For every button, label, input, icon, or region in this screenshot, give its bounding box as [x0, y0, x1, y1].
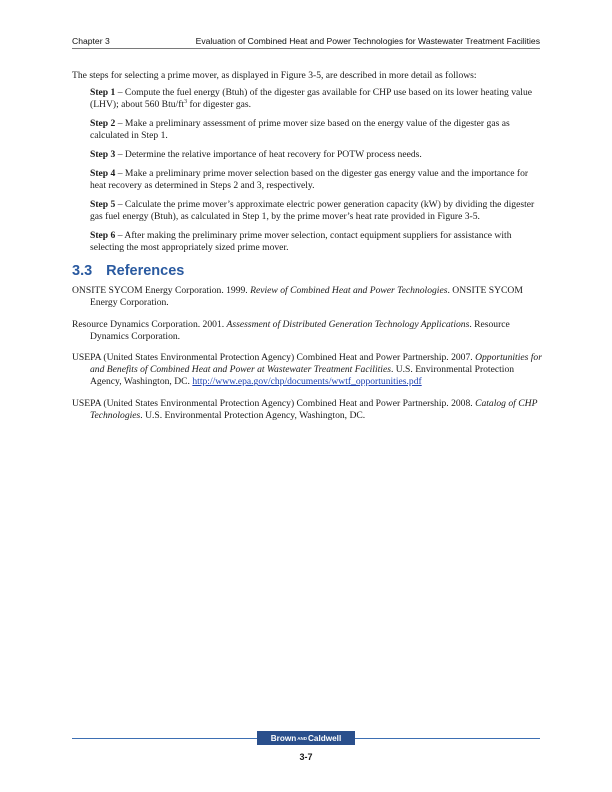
step-4 — [90, 168, 544, 192]
step-text: – Calculate the prime mover’s approximate electric power generation capacity (kW) by dividing the digester gas fuel energy (Btuh), as calculated in Step 1, by the prime mover’s heat rate provided in Figure 3-5. — [90, 198, 535, 222]
step-text-end: for digester gas. — [187, 99, 252, 111]
step-label: Step 5 — [90, 198, 116, 210]
step-text: – After making the preliminary prime mover selection, contact equipment suppliers for assistance with selecting the most appropriately sized prime mover. — [90, 229, 512, 253]
ref-title: Catalog of CHP Technologies — [90, 397, 538, 421]
ref-title: Opportunities for and Benefits of Combined Heat and Power at Wastewater Treatment Facilities — [90, 351, 542, 376]
brown-and-caldwell-logo — [257, 731, 355, 745]
step-3 — [90, 149, 544, 161]
section-number: 3.3 — [72, 262, 93, 279]
superscript: 3 — [184, 99, 188, 106]
reference-item — [72, 285, 544, 309]
ref-text: USEPA (United States Environmental Protection Agency) Combined Heat and Power Partnership. 2007. — [72, 351, 476, 363]
step-2 — [90, 118, 544, 142]
step-label: Step 2 — [90, 118, 116, 130]
step-text: – Determine the relative importance of heat recovery for POTW process needs. — [115, 149, 422, 161]
step-1 — [90, 87, 544, 111]
page-number: 3-7 — [299, 752, 313, 762]
reference-link[interactable]: http://www.epa.gov/chp/documents/wwtf_opportunities.pdf — [192, 376, 422, 388]
page-header — [72, 32, 540, 49]
ref-text: ONSITE SYCOM Energy Corporation. 1999. — [72, 285, 251, 297]
chapter-label: Chapter 3 — [72, 36, 110, 46]
section-heading — [72, 262, 544, 279]
ref-text-end: . U.S. Environmental Protection Agency, Washington, DC. — [140, 409, 366, 421]
reference-item — [72, 319, 544, 343]
step-label: Step 1 — [90, 87, 116, 99]
section-title: References — [106, 262, 185, 279]
ref-title: Assessment of Distributed Generation Technology Applications — [226, 318, 470, 330]
step-text: – Compute the fuel energy (Btuh) of the digester gas available for CHP use based on its lower heating value (LHV); about 560 Btu/ft — [90, 87, 533, 111]
step-5 — [90, 199, 544, 223]
step-label: Step 6 — [90, 229, 116, 241]
document-title: Evaluation of Combined Heat and Power Technologies for Wastewater Treatment Facilities — [195, 36, 540, 46]
step-label: Step 4 — [90, 167, 116, 179]
ref-text: Resource Dynamics Corporation. 2001. — [72, 318, 227, 330]
logo-caldwell: Caldwell — [308, 733, 342, 743]
ref-text-end: . Resource Dynamics Corporation. — [90, 318, 510, 342]
ref-text-end: . ONSITE SYCOM Energy Corporation. — [90, 285, 523, 309]
step-text: – Make a preliminary prime mover selection based on the digester gas energy value and the importance for heat recovery as determined in Steps 2 and 3, respectively. — [90, 167, 529, 191]
logo-and: AND — [297, 735, 307, 741]
ref-title: Review of Combined Heat and Power Technologies — [250, 285, 448, 297]
reference-item — [72, 352, 544, 389]
intro-paragraph: The steps for selecting a prime mover, as displayed in Figure 3-5, are described in more detail as follows: — [72, 70, 477, 81]
ref-text-end: . U.S. Environmental Protection Agency, Washington, DC. — [90, 364, 515, 388]
body-content — [72, 70, 544, 431]
step-label: Step 3 — [90, 149, 116, 161]
ref-text: USEPA (United States Environmental Protection Agency) Combined Heat and Power Partnership. 2008. — [72, 397, 476, 409]
step-6 — [90, 230, 544, 254]
reference-item — [72, 398, 544, 422]
logo-brown: Brown — [270, 733, 297, 743]
step-text: – Make a preliminary assessment of prime mover size based on the energy value of the digester gas as calculated in Step 1. — [90, 118, 510, 142]
